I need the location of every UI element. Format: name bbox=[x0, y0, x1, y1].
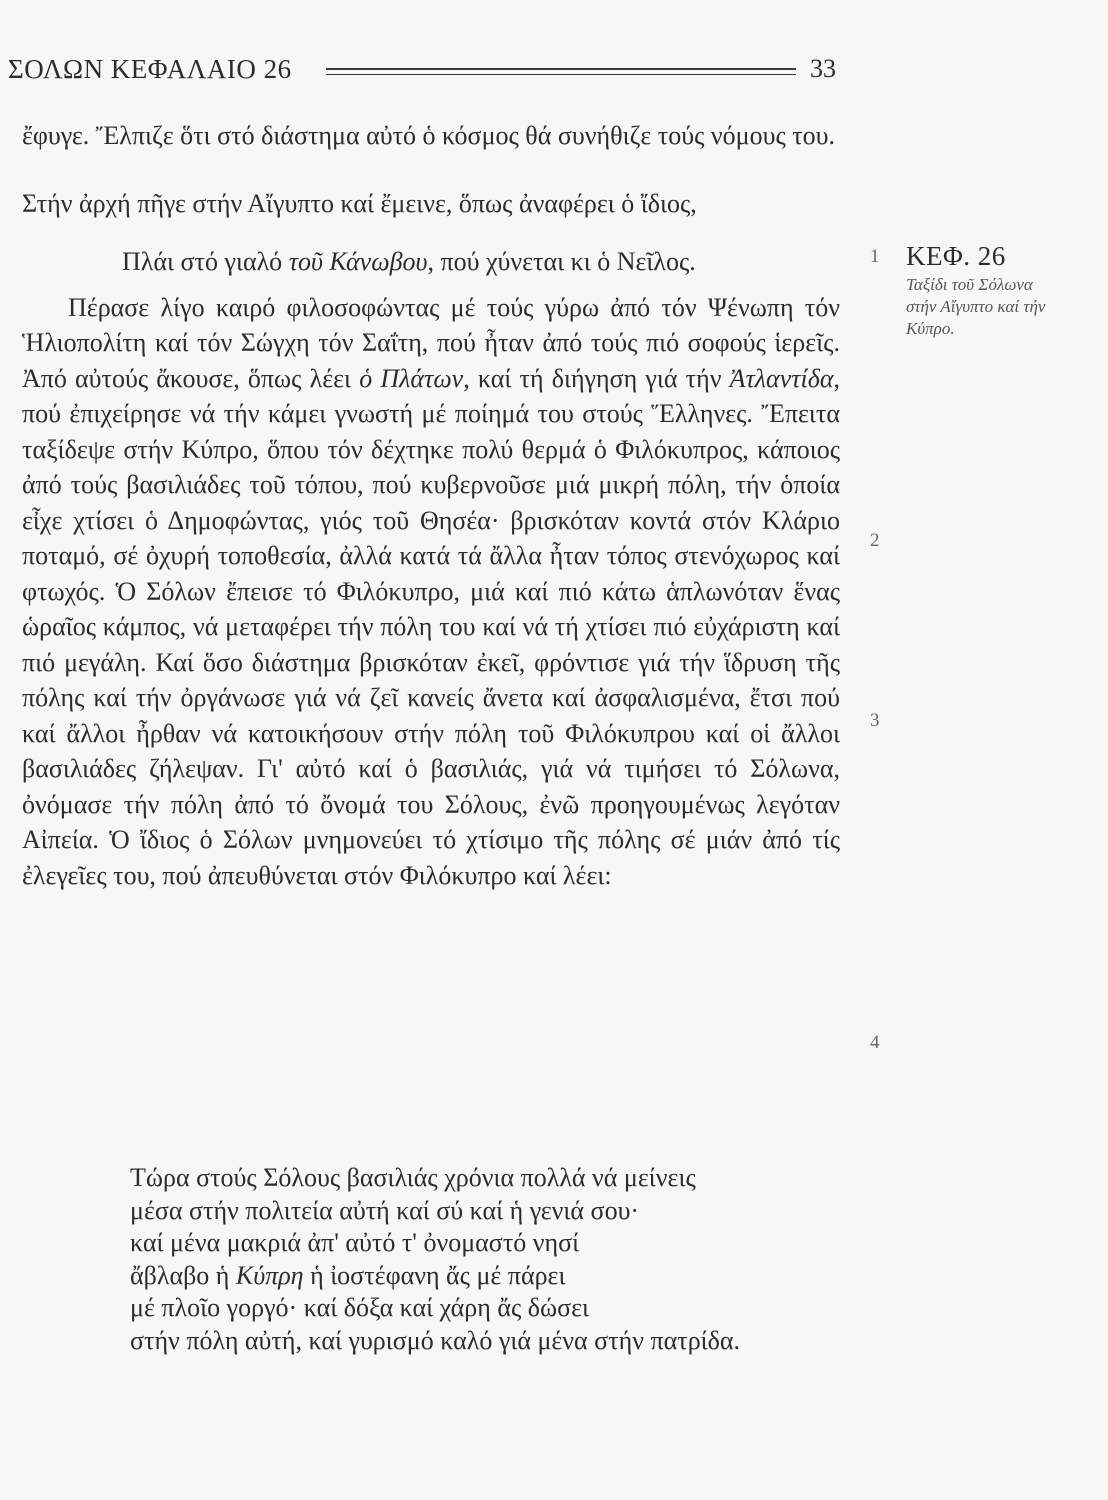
running-head: ΣΟΛΩΝ ΚΕΦΑΛΑΙΟ 26 bbox=[8, 54, 292, 84]
poem-line-3: καί μένα μακριά ἀπ' αὐτό τ' ὀνομαστό νησί bbox=[130, 1228, 580, 1257]
poem-line-6: στήν πόλη αὐτή, καί γυρισμό καλό γιά μένα στήν πατρίδα. bbox=[130, 1325, 741, 1355]
elegy-poem bbox=[130, 1162, 850, 1357]
verse-text-end: , πού χύνεται κι ὁ Νεῖλος. bbox=[427, 247, 696, 276]
page-number: 33 bbox=[810, 54, 836, 83]
page-header bbox=[8, 54, 848, 90]
italic-atlantis: Ἀτλαντίδα bbox=[729, 363, 834, 393]
verse-italic-place: τοῦ Κάνωβου bbox=[288, 247, 428, 276]
poem-line-4-start: ἄβλαβο ἡ bbox=[130, 1260, 236, 1290]
poem-line-4 bbox=[130, 1260, 850, 1293]
poem-line-4-end: ἡ ἰοστέφανη ἄς μέ πάρει bbox=[303, 1260, 566, 1290]
chapter-sidebar bbox=[906, 240, 1086, 340]
main-text bbox=[22, 118, 840, 893]
section-number-1: 1 bbox=[870, 246, 880, 267]
section-number-4: 4 bbox=[870, 1032, 880, 1053]
paragraph-main-b: , καί τή διήγηση γιά τήν bbox=[463, 363, 730, 393]
verse-text-start: Πλάι στό γιαλό bbox=[122, 247, 289, 276]
paragraph-2: Στήν ἀρχή πῆγε στήν Αἴγυπτο καί ἔμεινε, ὅπως ἀναφέρει ὁ ἴδιος, bbox=[22, 188, 697, 218]
poem-line-5: μέ πλοῖο γοργό· καί δόξα καί χάρη ἄς δώσει bbox=[130, 1293, 590, 1322]
poem-italic-kypri: Κύπρη bbox=[235, 1260, 304, 1290]
paragraph-main-c: , πού ἐπιχείρησε νά τήν κάμει γνωστή μέ ποίημά του στούς Ἕλληνες. Ἔπειτα ταξίδεψε στήν Κύπρο, ὅπου τόν δέχτηκε πολύ θερμά ὁ Φιλόκυπρος, κάποιος ἀπό τούς βασιλιάδες τοῦ τόπου, πού κυβερνοῦσε μιά μικρή πόλη, τήν ὁποία εἶχε χτίσει ὁ Δημοφώντας, γιός τοῦ Θησέα· βρισκόταν κοντά στόν Κλάριο ποταμό, σέ ὀχυρή τοποθεσία, ἀλλά κατά τά ἄλλα ἦταν τόπος στενόχωρος καί φτωχός. Ὁ Σόλων ἔπεισε τό Φιλόκυπρο, μιά καί πιό κάτω ἁπλωνόταν ἕνας ὡραῖος κάμπος, νά μεταφέρει τήν πόλη του καί νά τή χτίσει πιό εὐχάριστη καί πιό μεγάλη. Καί ὅσο διάστημα βρισκόταν ἐκεῖ, φρόντισε γιά τήν ἵδρυση τῆς πόλης καί τήν ὀργάνωσε γιά νά ζεῖ κανείς ἄνετα καί ἀσφαλισμένα, ἔτσι πού καί ἄλλοι ἦρθαν νά κατοικήσουν στήν πόλη τοῦ Φιλόκυπρου καί οἱ ἄλλοι βασιλιάδες ζήλεψαν. Γι' αὐτό καί ὁ βασιλιάς, γιά νά τιμήσει τό Σόλωνα, ὀνόμασε τήν πόλη ἀπό τό ὄνομά του Σόλους, ἐνῶ προηγουμένως λεγόταν Αἰπεία. Ὁ ἴδιος ὁ Σόλων μνημονεύει τό χτίσιμο τῆς πόλης σέ μιάν ἀπό τίς ἐλεγεῖες του, πού ἀπευθύνεται στόν Φιλόκυπρο καί λέει: bbox=[22, 363, 841, 890]
verse-quotation bbox=[22, 244, 840, 280]
italic-plato: ὁ Πλάτων bbox=[359, 363, 464, 393]
paragraph-main-a: Πέρασε λίγο καιρό φιλοσοφώντας μέ τούς γύρω ἀπό τόν Ψένωπη τόν Ἡλιοπολίτη καί τόν Σώγχη τόν Σαΐτη, πού ἦταν ἀπό τούς πιό σοφούς ἱερεῖς. Ἀπό αὐτούς ἄκουσε, ὅπως λέει bbox=[22, 292, 840, 393]
chapter-title: ΚΕΦ. 26 bbox=[906, 241, 1006, 271]
section-number-3: 3 bbox=[870, 710, 880, 731]
section-number-2: 2 bbox=[870, 530, 880, 551]
header-rule bbox=[326, 68, 796, 70]
paragraph-1: ἔφυγε. Ἔλπιζε ὅτι στό διάστημα αὐτό ὁ κόσμος θά συνήθιζε τούς νόμους του. bbox=[22, 121, 836, 150]
paragraph-main bbox=[22, 290, 840, 894]
poem-line-1: Τώρα στούς Σόλους βασιλιάς χρόνια πολλά νά μείνεις bbox=[130, 1163, 696, 1192]
poem-line-2: μέσα στήν πολιτεία αὐτή καί σύ καί ἡ γενιά σου· bbox=[130, 1195, 640, 1225]
chapter-summary: Ταξίδι τοῦ Σόλωνα στήν Αἴγυπτο καί τήν Κύπρο. bbox=[906, 275, 1046, 338]
